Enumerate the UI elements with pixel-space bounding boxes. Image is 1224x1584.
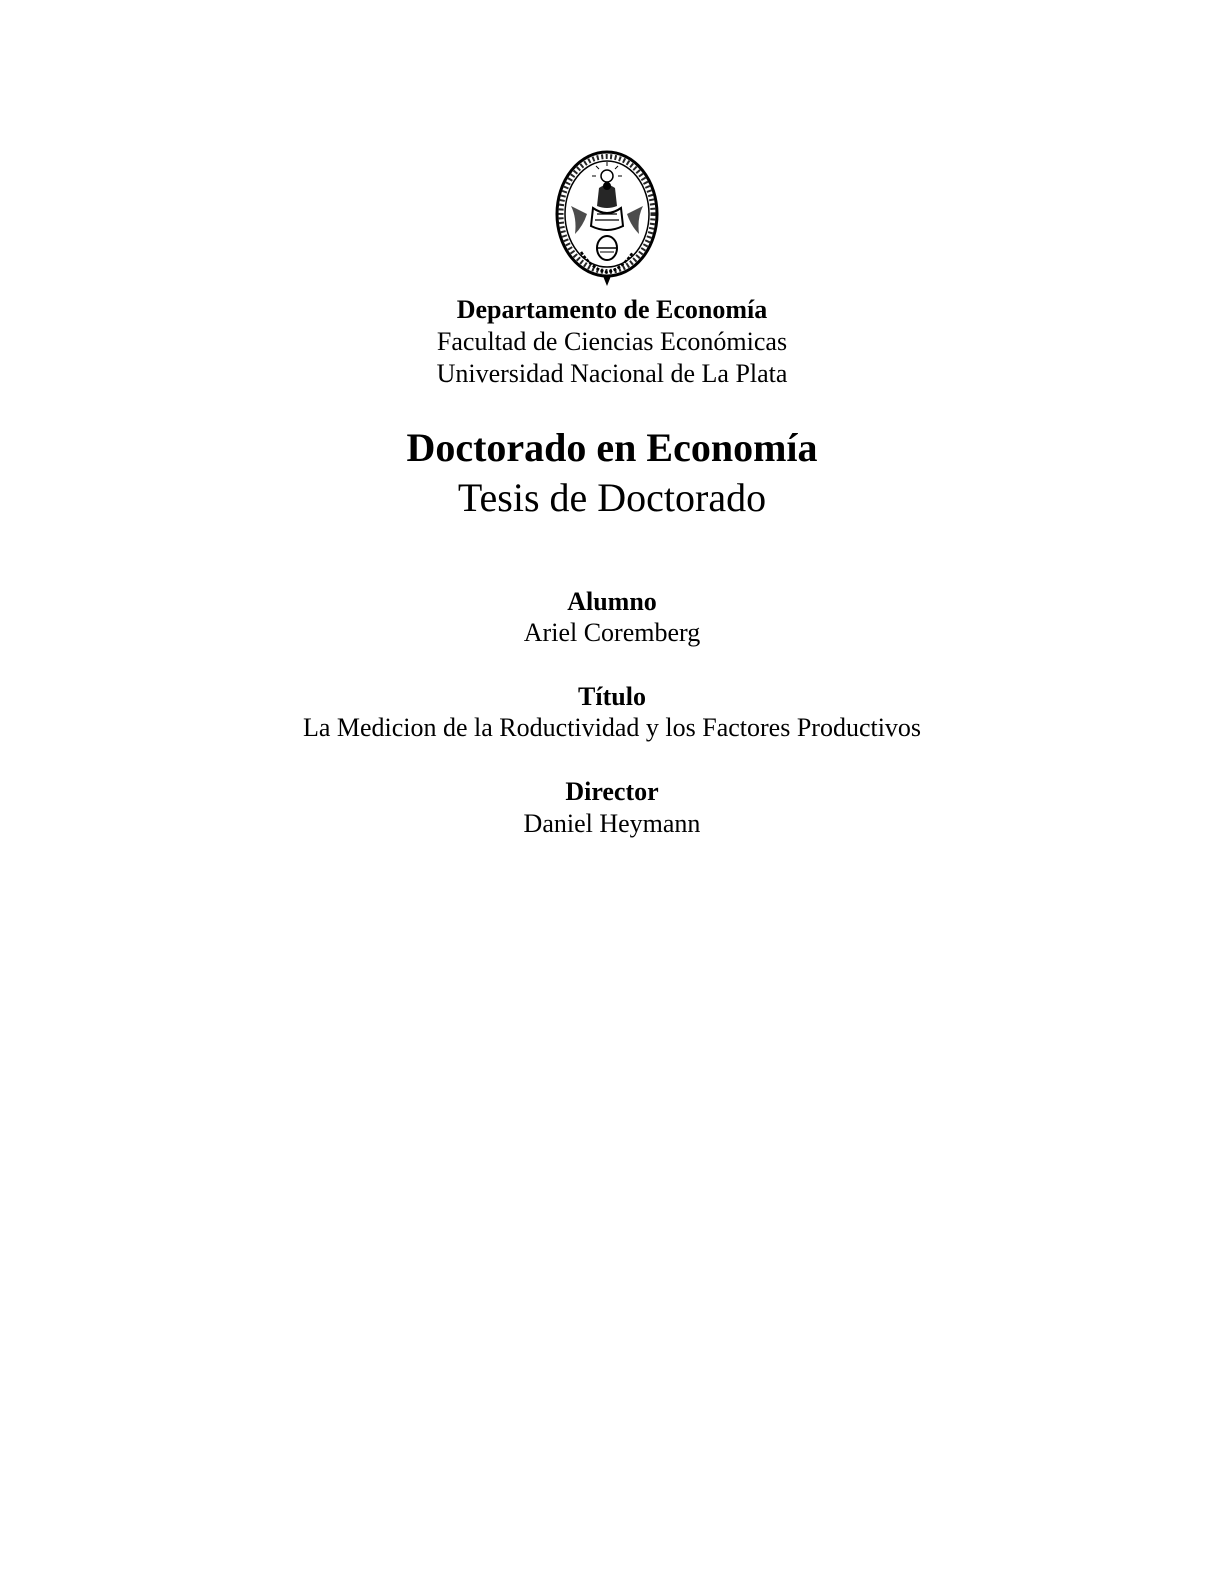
director-label: Director: [565, 777, 659, 806]
university-seal-icon: [553, 148, 661, 288]
student-label: Alumno: [567, 587, 657, 616]
department-name: Departamento de Economía: [456, 295, 768, 324]
director-name: Daniel Heymann: [523, 809, 701, 838]
faculty-name: Facultad de Ciencias Económicas: [436, 327, 788, 356]
thesis-label: Título: [578, 682, 646, 711]
program-subtitle: Tesis de Doctorado: [457, 475, 767, 520]
thesis-title: La Medicion de la Roductividad y los Factores Productivos: [302, 713, 922, 742]
program-title: Doctorado en Economía: [406, 425, 818, 470]
student-name: Ariel Coremberg: [523, 618, 701, 647]
university-name: Universidad Nacional de La Plata: [436, 359, 788, 388]
